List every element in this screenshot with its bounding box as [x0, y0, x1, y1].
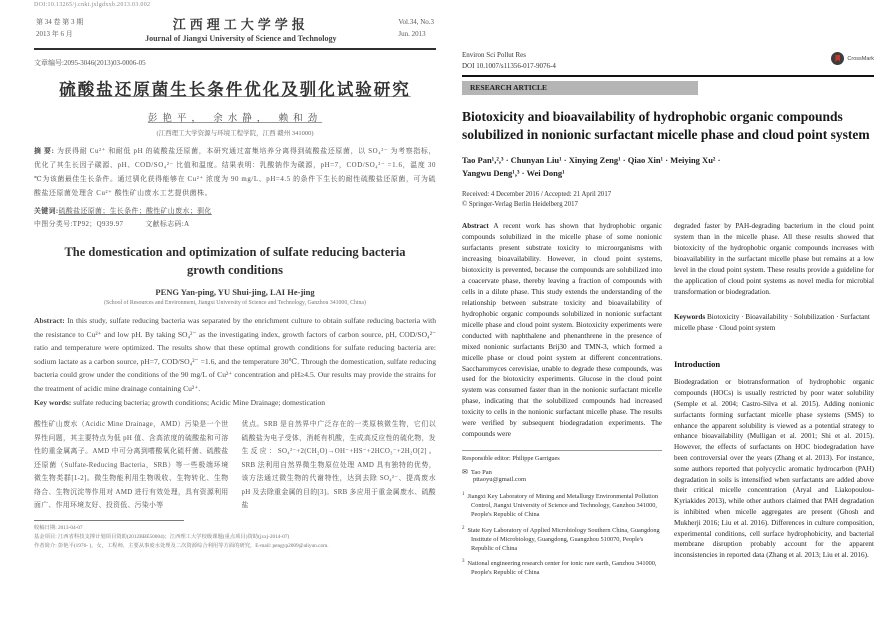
keywords-en [34, 397, 436, 409]
keywords-cn [34, 205, 436, 218]
journal-name-cn: 江西理工大学学报 [172, 17, 309, 32]
header-rule [462, 75, 874, 77]
keywords-en-text: sulfate reducing bacteria; growth conditions; Acidic Mine Drainage; domestication [73, 398, 326, 408]
authors-line [462, 154, 874, 180]
abstract-cn [34, 145, 436, 202]
envelope-icon: ✉ [462, 468, 468, 477]
crossmark-flag-icon [835, 55, 840, 62]
affiliation-number: 3 [462, 559, 465, 564]
abstract-en-label: Abstract: [34, 316, 65, 326]
keywords-label: Keywords [674, 312, 706, 321]
date-line-en: Jun. 2013 [398, 29, 426, 38]
left-volume-issue-en [398, 17, 434, 39]
paper-title: Biotoxicity and bioavailability of hydrophobic organic compounds solubilized in nonionic surfactant micelle phase and cloud point system [462, 109, 870, 143]
left-journal-header [34, 12, 436, 46]
doi-line: DOI 10.1007/s11356-017-9076-4 [462, 61, 556, 70]
copyright-line: © Springer-Verlag Berlin Heidelberg 2017 [462, 201, 578, 209]
abstract-text-col1: A recent work has shown that hydrophobic organic compounds solubilized in the micelle phase of some nonionic surfactants present substrate toxicity to microorganisms with increasing bioavailability. However, in cloud point systems, biotoxicity is prevented, because the compounds are solubilized into a coacervate phase, thereby leaving a fraction of compounds with cells in a dilute phase. This study extends the understanding of the relationship between substrate toxicity and bioavailability of hydrophobic organic compounds solubilized in nonionic surfactant micelle phase and cloud point system. Biotoxicity experiments were conducted with naphthalene and phenanthrene in the presence of mixed nonionic surfactants Brij30 and TMN-3, which formed a micelle phase or cloud point system at different concentrations. Saccharomyces cerevisiae, unable to degrade these compounds, was used for the biotoxicity experiments. Glucose in the cloud point system was consumed faster than in the nonionic surfactant micelle phase, indicating that the solubilized compounds had increased toxicity to cells in the nonionic surfactant micelle phase. The results were verified by subsequent biodegradation experiments. The compounds were [462, 222, 662, 439]
affiliation-item [462, 525, 662, 553]
header-divider [34, 48, 436, 50]
clc-number: 中图分类号:TP92；Q939.97 [34, 220, 124, 228]
column-footnote-divider [462, 450, 662, 451]
authors-line-2: Yangwu Deng¹,³ · Wei Dong¹ [462, 168, 565, 179]
affiliation-number: 2 [462, 525, 465, 531]
volume-line-en: Vol.34, No.3 [398, 18, 434, 27]
body-column-2: 优点。SRB 是自然界中广泛存在的一类原核微生物，它们以硫酸盐为电子受体，消耗有机酸，生成高反应性的硫化物，发生反应：SO₄²⁻+2(CH₂O)→OH⁻+HS⁻+2HCO₃⁻+2H₂O[2]。SRB 法利用自然界微生物原位处理 AMD 具有独特的优势，该方法通过微生物的代谢特性，达到去除 SO₄²⁻、提高废水 pH 及去除重金属的目的[3]。SRB 多应用于重金属废水、硫酸盐 [241, 421, 436, 510]
paper-title-cn: 硫酸盐还原菌生长条件优化及驯化试验研究 [59, 80, 411, 99]
authors-cn: 彭艳平， 余水静， 赖和劲 [147, 114, 323, 124]
footnote-funding: 基金项目: 江西省科技支撑计划项目资助(2012BBE50004)；江西理工大学校级课题(重点项目)资助(jxxj-2014-07) [34, 533, 290, 540]
journal-name-en: Journal of Jiangxi University of Science and Technology [145, 34, 337, 43]
corresponding-author-name: Tao Pan [470, 469, 492, 477]
article-two-columns [462, 221, 874, 582]
affiliation-number: 1 [462, 492, 465, 498]
left-volume-issue-cn [36, 17, 83, 39]
left-journal-name [83, 14, 398, 43]
left-doi-line: DOI:10.13265/j.cnki.jxlgdxxb.2013.03.002 [34, 2, 151, 8]
document-code: 文献标志码:A [145, 220, 190, 228]
volume-line-cn: 第 34 卷 第 3 期 [36, 18, 84, 27]
keywords-block [674, 312, 874, 334]
affiliation-en: (School of Resources and Environment, Jiangxi University of Science and Technology, Ganzhou 341000, China) [104, 300, 366, 307]
paper-title-en-line2: growth conditions [187, 262, 283, 277]
abstract-en [34, 314, 436, 395]
affiliation-item [462, 558, 662, 577]
keywords-en-label: Key words: [34, 398, 72, 408]
keywords-text: Biotoxicity · Bioavailability · Solubilization · Surfactant micelle phase · Cloud point system [674, 312, 870, 332]
received-line: Received: 4 December 2016 / Accepted: 21 April 2017 [462, 190, 612, 198]
crossmark-badge [831, 52, 874, 65]
introduction-paragraph: Biodegradation or biotransformation of hydrophobic organic compounds (HOCs) is usually restricted by poor water solubility (Semple et al. 2004; Castro-Silva et al. 2015). Adding nonionic surfactants forming surfactant micelle phase systems (SMS) to enhance the apparent solubility is viewed as a potential strategy to enhance bioavailability (Mulligan et al. 2001; Shi et al. 2015). However, the effects of surfactants on HOC biodegradation have been controversial over the years (Zhang et al. 2013). For instance, some authors reported that polycyclic aromatic hydrocarbon (PAH) degradation in soils is intensified when surfactants are added above their critical micelle concentration (Aryal and Liakopoulou-Kyriakides 2013), while other authors claimed that PAH degradation is inhibited when micelle aggregates are present (Ghosh and Mukherji 2016; Liu et al. 2016). Differences in culture composition, experimental conditions, cell surface hydrophobicity, and bacterial membrane disruption probably account for the apparent inconsistencies in reported data (Zhang et al. 2013; Liu et al. 2016). [674, 378, 874, 560]
received-accepted-block [462, 190, 874, 210]
article-number: 文章编号:2095-3046(2013)03-0006-05 [34, 59, 146, 67]
keywords-cn-text: 硫酸盐还原菌；生长条件；酸性矿山废水；驯化 [58, 207, 212, 215]
body-two-columns [34, 418, 436, 512]
introduction-heading: Introduction [674, 359, 721, 370]
abstract-cn-label: 摘 要: [34, 148, 55, 155]
footnote-divider [34, 520, 184, 521]
authors-en: PENG Yan-ping, YU Shui-jing, LAI He-jing [155, 287, 315, 298]
affiliation-text: National engineering research center for ionic rare earth, Ganzhou 341000, People's Republic of China [467, 560, 657, 577]
left-paper-page [6, 2, 442, 551]
clc-line [34, 218, 436, 231]
abstract-cn-text: 为获得耐 Cu²⁺ 和耐低 pH 的硫酸盐还原菌，本研究通过富集培养分离得到硫酸盐还原菌，以 SO₄²⁻ 为考察指标，优化了其生长因子碳源、pH、COD/SO₄²⁻ 比值和温度。结果表明：乳酸钠作为碳源，pH=7，COD/SO₄²⁻ =1.6，温度 30 ℃为该菌最佳生长条件。通过驯化获得能够在 Cu²⁺ 浓度为 90 mg/L、pH=4.5 的条件下生长的耐性硫酸盐还原菌，可为硫酸盐还原菌处理含 Cu²⁺ 酸性矿山废水工艺提供菌株。 [34, 148, 437, 198]
abstract-en-text: In this study, sulfate reducing bacteria was separated by the enrichment culture to obtain sulfate reducing bacteria with the resistance to Cu²⁺ and low pH. By taking SO₄²⁻ as the investigating index, growth factors of carbon source, pH, COD/SO₄²⁻ ratio and temperature were optimized. The results show that these optimal growth conditions for sulfate reducing bacteria are: sodium lactate as a carbon source, pH=7, COD/SO₄²⁻ =1.6, and the temperature 30℃. Through the domestication, sulfate reducing bacteria could grow under the conditions of the 90 mg/L of Cu²⁺ concentration and pH≥4.5. Our results may provide the strains for the treatment of acidic mine drainage containing Cu²⁺. [34, 316, 436, 393]
footnote-received-date: 收稿日期: 2013-04-07 [34, 524, 83, 531]
footnote-author-bio: 作者简介: 彭艳平(1976- )，女，工程师，主要从事废水处理及二次资源综合利用等方面的研究，E-mail: pengyp2009@aliyun.com. [34, 543, 329, 550]
article-column-right [674, 221, 874, 582]
crossmark-label: CrossMark [847, 55, 874, 62]
keywords-cn-label: 关键词: [34, 207, 59, 215]
right-paper-page [452, 50, 876, 582]
crossmark-icon [831, 52, 844, 65]
footnote-block [34, 524, 436, 552]
affiliation-text: State Key Laboratory of Applied Microbiology Southern China, Guangdong Institute of Microbiology, Guangdong, Guangzhou 510070, People's Republic of China [467, 526, 660, 552]
abstract-continued: degraded faster by PAH-degrading bacterium in the cloud point system than in the micelle phase. All these results showed that biotoxicity of the hydrophobic organic compounds increases with bioavailability in the surfactant micelle phase but remains at a low level in the cloud point system. These results provide a guideline for the application of cloud point systems as novel media for microbial transformation or biodegradation. [674, 222, 874, 296]
right-journal-header [462, 50, 874, 71]
abstract-label: Abstract [462, 222, 489, 231]
responsible-editor-note: Responsible editor: Philippe Garrigues [462, 455, 560, 463]
corresponding-author-block [462, 468, 662, 483]
journal-name: Environ Sci Pollut Res [462, 51, 526, 59]
affiliation-item [462, 491, 662, 519]
article-column-left [462, 221, 662, 582]
article-type-banner: RESEARCH ARTICLE [462, 81, 698, 95]
affiliation-text: Jiangxi Key Laboratory of Mining and Metallurgy Environmental Pollution Control, Jiangxi University of Science and Technology, Ganzhou 341000, People's Republic of China [467, 493, 659, 519]
paper-title-en [34, 243, 436, 279]
abstract-paragraph [462, 221, 662, 440]
authors-line-1: Tao Pan¹,²,³ · Chunyan Liu¹ · Xinying Zeng¹ · Qiao Xin¹ · Meiying Xu² · [462, 155, 721, 166]
paper-title-en-line1: The domestication and optimization of sulfate reducing bacteria [64, 244, 406, 259]
affiliation-cn: (江西理工大学资源与环境工程学院，江西 赣州 341000) [156, 130, 314, 137]
body-column-1: 酸性矿山废水（Acidic Mine Drainage，AMD）污染是一个世界性问题，其主要特点为低 pH 值、含高浓度的硫酸盐和可溶性的重金属离子。AMD 中可分离到嗜酸氧化硫杆菌、硫酸盐还原菌（Sulfate-Reducing Bacteria，SRB）等一些极端环境微生物类群[1-2]。微生物能利用生物吸收、生物转化、生物络合、生物沉淀等作用对 AMD 进行有效处理，具有资源利用面广、作用环境友好、投资低、污染小等 [34, 421, 229, 510]
date-line-cn: 2013 年 6 月 [36, 29, 73, 38]
journal-doi-block [462, 50, 556, 71]
corresponding-author-email[interactable]: pttaoyu@gmail.com [473, 476, 527, 484]
